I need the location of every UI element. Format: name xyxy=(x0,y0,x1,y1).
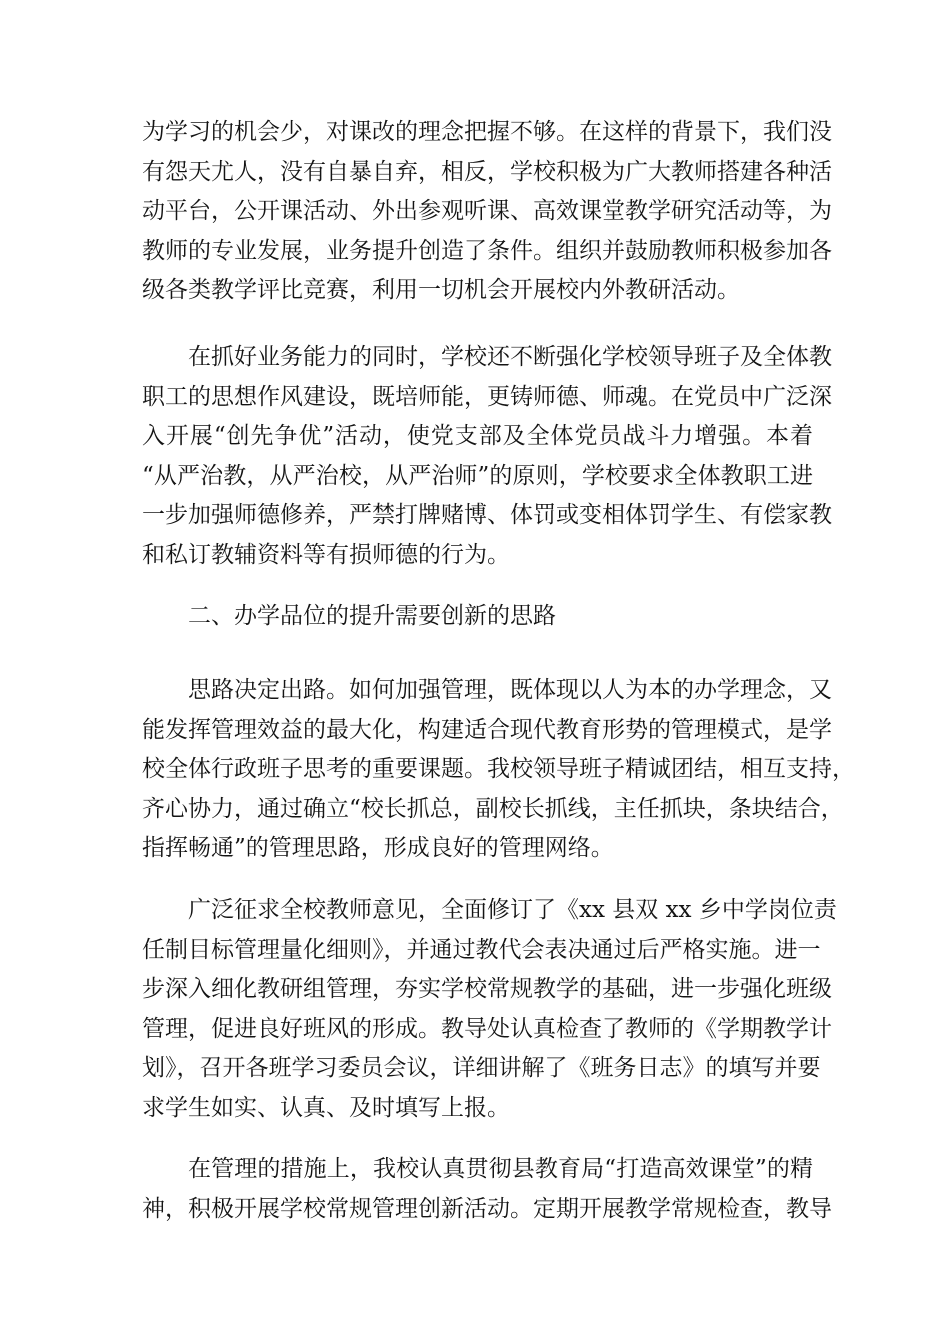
paragraph-line: 入开展“创先争优”活动，使党支部及全体党员战斗力增强。本着 xyxy=(142,423,813,449)
paragraph-line: 神，积极开展学校常规管理创新活动。定期开展教学常规检查，教导 xyxy=(142,1195,832,1222)
paragraph-line: 有怨天尤人，没有自暴自弃，相反，学校积极为广大教师搭建各种活 xyxy=(142,158,832,185)
paragraph-2 xyxy=(142,338,832,575)
paragraph-line: 为学习的机会少，对课改的理念把握不够。在这样的背景下，我们没 xyxy=(142,119,832,145)
paragraph-line: 在抓好业务能力的同时，学校还不断强化学校领导班子及全体教 xyxy=(188,344,832,370)
paragraph-line: 齐心协力，通过确立“校长抓总，副校长抓线，主任抓块，条块结合， xyxy=(142,795,844,822)
paragraph-line: 级各类教学评比竞赛，利用一切机会开展校内外教研活动。 xyxy=(142,277,740,303)
paragraph-5 xyxy=(142,1150,832,1229)
paragraph-line: 任制目标管理量化细则》，并通过教代会表决通过后严格实施。进一 xyxy=(142,936,821,963)
paragraph-line: 动平台，公开课活动、外出参观听课、高效课堂教学研究活动等，为 xyxy=(142,198,832,224)
paragraph-line: 求学生如实、认真、及时填写上报。 xyxy=(142,1094,510,1121)
paragraph-line: 思路决定出路。如何加强管理，既体现以人为本的办学理念，又 xyxy=(188,677,832,703)
paragraph-3 xyxy=(142,671,855,869)
paragraph-line: 能发挥管理效益的最大化，构建适合现代教育形势的管理模式，是学 xyxy=(142,716,832,743)
paragraph-line: 和私订教辅资料等有损师德的行为。 xyxy=(142,541,510,568)
paragraph-4 xyxy=(142,891,837,1128)
paragraph-line: 管理，促进良好班风的形成。教导处认真检查了教师的《学期教学计 xyxy=(142,1015,832,1042)
paragraph-line: 职工的思想作风建设，既培师能，更铸师德、师魂。在党员中广泛深 xyxy=(142,383,832,410)
paragraph-line: 广泛征求全校教师意见，全面修订了《xx 县双 xx 乡中学岗位责 xyxy=(188,897,837,923)
paragraph-line: 指挥畅通”的管理思路，形成良好的管理网络。 xyxy=(142,835,614,861)
paragraph-line: 步深入细化教研组管理，夯实学校常规教学的基础，进一步强化班级 xyxy=(142,976,832,1002)
paragraph-line: 教师的专业发展，业务提升创造了条件。组织并鼓励教师积极参加各 xyxy=(142,237,832,264)
paragraph-line: 校全体行政班子思考的重要课题。我校领导班子精诚团结，相互支持， xyxy=(142,756,855,782)
section-heading-text: 二、办学品位的提升需要创新的思路 xyxy=(188,603,556,629)
paragraph-line: 一步加强师德修养，严禁打牌赌博、体罚或变相体罚学生、有偿家教 xyxy=(142,502,832,528)
paragraph-line: 在管理的措施上，我校认真贯彻县教育局“打造高效课堂”的精 xyxy=(188,1156,813,1182)
paragraph-line: 划》，召开各班学习委员会议，详细讲解了《班务日志》的填写并要 xyxy=(142,1055,821,1081)
paragraph-1 xyxy=(142,113,832,311)
paragraph-line: “从严治教，从严治校，从严治师”的原则，学校要求全体教职工进 xyxy=(142,462,813,489)
section-heading xyxy=(142,597,813,637)
